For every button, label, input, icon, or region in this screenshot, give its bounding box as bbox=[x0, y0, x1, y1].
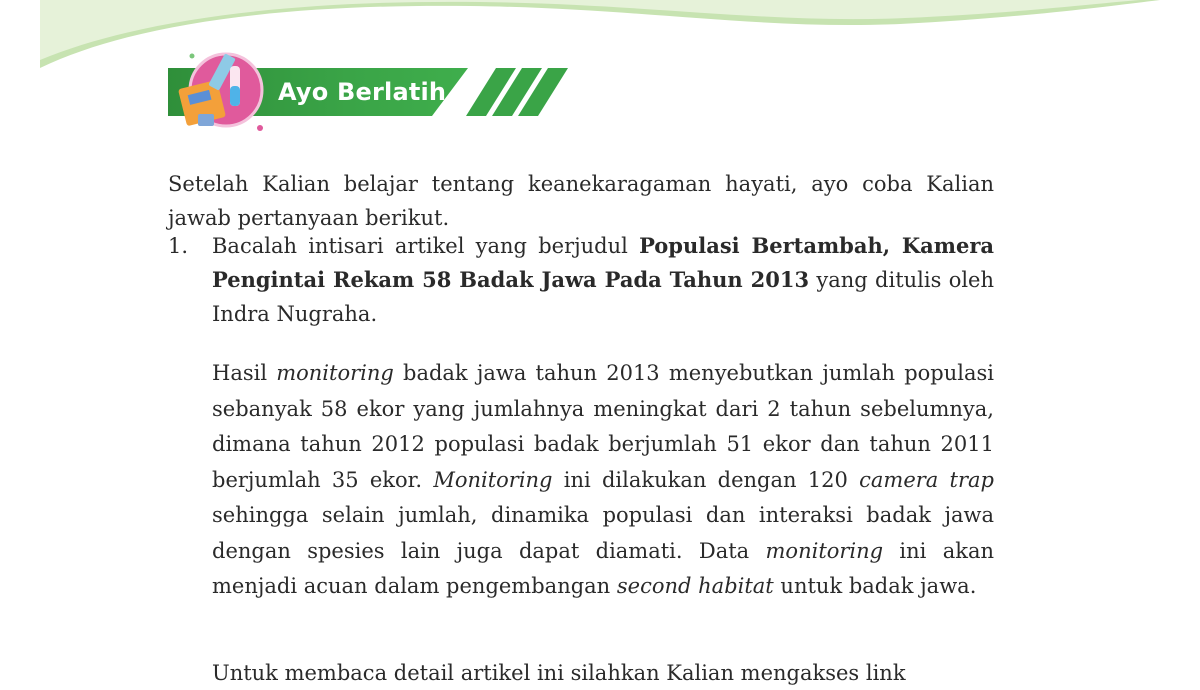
question-lead: Bacalah intisari artikel yang berjudul bbox=[212, 234, 640, 258]
excerpt-text: ini dilakukan dengan 120 bbox=[552, 467, 860, 492]
cutoff-text-line: Untuk membaca detail artikel ini silahkan Kalian mengakses link bbox=[212, 661, 906, 685]
excerpt-text: ini akan menjadi acuan dalam pengembangan bbox=[212, 538, 994, 598]
question-number: 1. bbox=[168, 234, 189, 258]
excerpt-text: sehingga selain jumlah, dinamika populasi dan interaksi badak jawa dengan spesies lain juga dapat diamati. Data bbox=[212, 503, 994, 563]
article-excerpt bbox=[212, 356, 994, 605]
excerpt-italic-term: monitoring bbox=[276, 361, 394, 385]
excerpt-italic-term: second habitat bbox=[616, 574, 774, 598]
excerpt-italic-term: monitoring bbox=[765, 538, 884, 563]
question-tail: yang ditulis oleh Indra Nugraha. bbox=[212, 268, 995, 326]
excerpt-text: Hasil bbox=[212, 361, 277, 385]
intro-paragraph: Setelah Kalian belajar tentang keanekaragaman hayati, ayo coba Kalian jawab pertanyaan berikut. bbox=[168, 172, 994, 230]
science-tools-icon bbox=[168, 44, 272, 140]
excerpt-italic-term: Monitoring bbox=[433, 467, 553, 492]
excerpt-italic-term: camera trap bbox=[859, 467, 994, 492]
excerpt-text: badak jawa tahun 2013 menyebutkan jumlah populasi sebanyak 58 ekor yang jumlahnya meningkat dari 2 tahun sebelumnya, dimana tahun 2012 populasi badak berjumlah 51 ekor dan tahun 2011 berjumlah 35 ekor. bbox=[212, 361, 994, 492]
banner-stripes bbox=[464, 68, 574, 116]
article-title: Populasi Bertambah, Kamera Pengintai Rekam 58 Badak Jawa Pada Tahun 2013 bbox=[212, 233, 995, 292]
section-title: Ayo Berlatih bbox=[278, 78, 447, 106]
excerpt-text: untuk badak jawa. bbox=[773, 574, 977, 598]
question-text bbox=[212, 229, 994, 331]
section-banner bbox=[168, 44, 588, 136]
